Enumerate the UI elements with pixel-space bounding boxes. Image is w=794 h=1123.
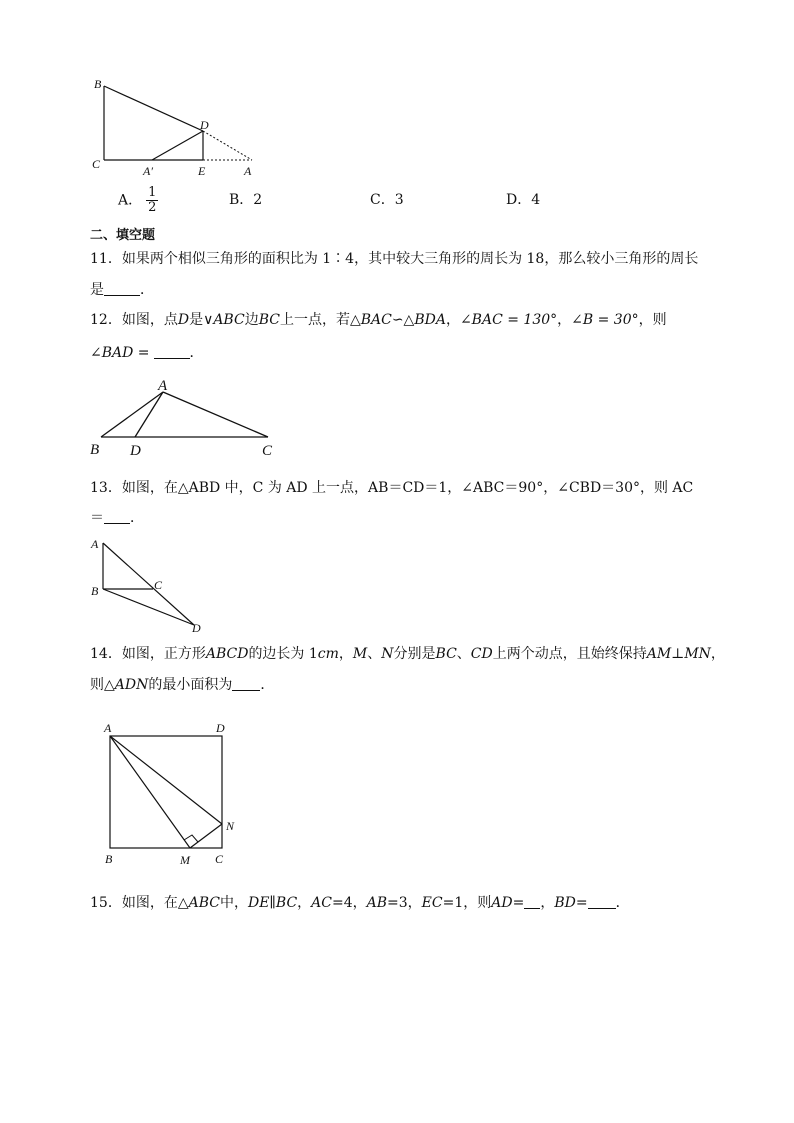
q11-line2: 是 ． <box>90 282 154 298</box>
q13-line1: 13．如图，在△ABD 中，C 为 AD 上一点，AB＝CD＝1，∠ABC＝90°，∠CBD＝30°，则 AC <box>90 480 694 496</box>
q10-option-b[interactable]: B．2 <box>229 192 263 208</box>
fig14-label-D: D <box>216 721 225 735</box>
q10-option-a-fraction: $\frac{1}{2}$ <box>148 185 157 215</box>
fig10-label-A1: A′ <box>143 164 153 178</box>
fig13-label-C: C <box>154 578 163 592</box>
q14-line2: 则△ADN的最小面积为 ． <box>90 677 275 693</box>
fig14-label-B: B <box>105 852 113 866</box>
fig12-label-D: D <box>130 443 141 459</box>
q10-option-a-label: A． <box>118 192 143 209</box>
q12-line2: ∠BAD = ． <box>90 345 204 361</box>
q12-answer-blank[interactable] <box>154 344 190 359</box>
fig14-label-N: N <box>226 819 235 833</box>
q11-line1: 11．如果两个相似三角形的面积比为 1∶4，其中较大三角形的周长为 18，那么较小三角形的周长 <box>90 251 699 267</box>
fig10-label-D: D <box>200 118 209 132</box>
fig10-label-C: C <box>92 157 101 171</box>
q13-answer-blank[interactable] <box>104 509 130 524</box>
q14-answer-blank[interactable] <box>232 676 260 691</box>
fig10-label-B: B <box>94 77 102 91</box>
figure-q12 <box>88 374 288 460</box>
figure-q10 <box>88 72 268 182</box>
q14-line1: 14．如图，正方形ABCD的边长为 1cm，M、N分别是BC、CD上两个动点，且始终保持AM⊥MN， <box>90 646 725 662</box>
q12-line1: 12．如图，点D是∨ABC边BC上一点，若△BAC∽△BDA，∠BAC = 130°，∠B = 30°，则 <box>90 312 667 328</box>
section-title: 二、填空题 <box>90 228 156 243</box>
fig14-label-C: C <box>215 852 224 866</box>
fig13-label-D: D <box>192 621 201 635</box>
figure-q13 <box>88 534 218 638</box>
fig12-label-A: A <box>158 378 168 394</box>
fig13-label-B: B <box>91 584 99 598</box>
fig12-label-B: B <box>90 442 100 458</box>
figure-q14 <box>98 714 248 870</box>
q10-option-d[interactable]: D．4 <box>506 192 541 208</box>
q11-answer-blank[interactable] <box>104 281 140 296</box>
q15-line1: 15．如图，在△ABC中，DE∥BC，AC=4，AB=3，EC=1，则AD= ，BD= ． <box>90 895 630 911</box>
fig13-label-A: A <box>91 537 99 551</box>
q10-option-a[interactable] <box>118 186 158 215</box>
fig14-label-A: A <box>104 721 112 735</box>
fig10-label-A: A <box>244 164 252 178</box>
fig14-label-M: M <box>180 853 190 867</box>
q10-option-c[interactable]: C．3 <box>370 192 404 208</box>
q15-bd-blank[interactable] <box>588 894 616 909</box>
q13-line2: ＝ ． <box>90 510 144 526</box>
fig10-label-E: E <box>198 164 206 178</box>
fig12-label-C: C <box>262 443 273 459</box>
q15-ad-blank[interactable] <box>524 894 540 909</box>
